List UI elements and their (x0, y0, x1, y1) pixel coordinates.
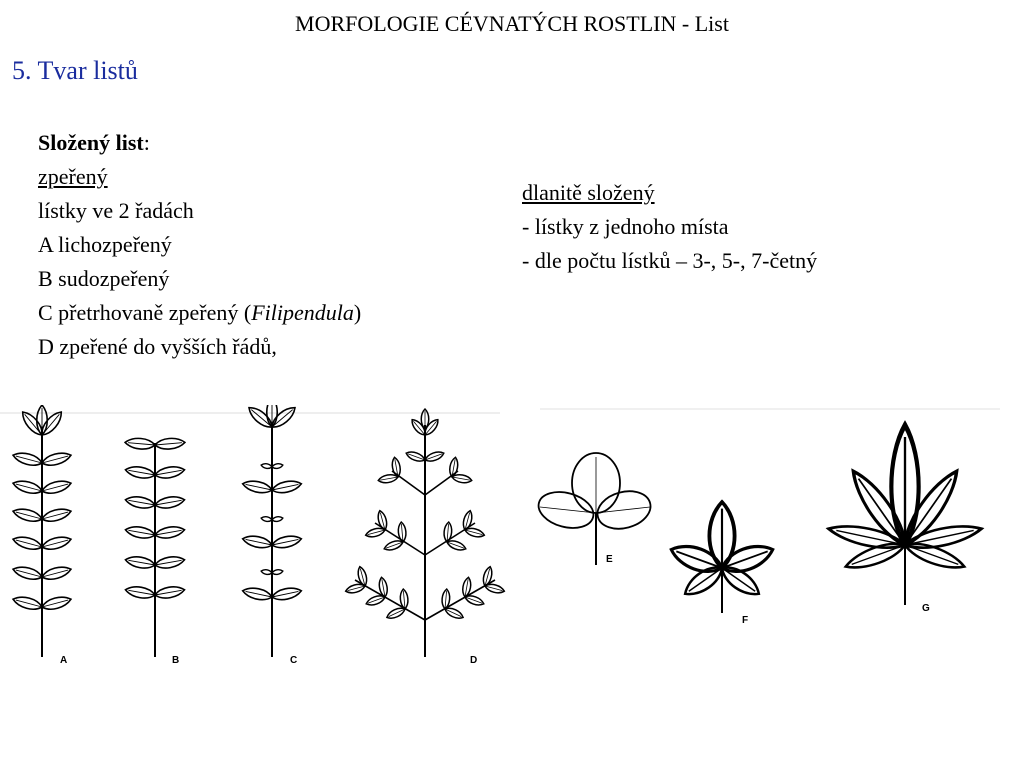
heading-colon: : (143, 130, 150, 155)
pinnate-line-1: lístky ve 2 řadách (38, 198, 194, 223)
leaf-illustrations (0, 405, 1024, 675)
palmate-description (522, 176, 817, 278)
pinnate-line-c-pre: C přetrhovaně zpeřený ( (38, 300, 252, 325)
slide-title: MORFOLOGIE CÉVNATÝCH ROSTLIN - List (295, 11, 729, 36)
label-g: G (922, 603, 930, 614)
leaf-b-paripinnate (125, 437, 186, 666)
leaf-d-multi-pinnate (345, 409, 506, 666)
section-title: 5. Tvar listů (12, 56, 138, 85)
palmate-type-label: dlanitě složený (522, 180, 655, 205)
pinnate-line-c (38, 296, 361, 330)
leaf-g-septemfoliate (827, 425, 983, 614)
pinnate-line-d: D zpeřené do vyšších řádů, (38, 334, 277, 359)
label-a: A (60, 655, 68, 666)
filipendula-genus: Filipendula (251, 300, 354, 325)
leaf-e-trifoliate (535, 453, 655, 565)
pinnate-line-a: A lichozpeřený (38, 232, 172, 257)
label-f: F (742, 615, 749, 626)
label-e: E (606, 554, 613, 565)
compound-leaf-label: Složený list (38, 130, 144, 155)
pinnate-line-b: B sudozpeřený (38, 266, 170, 291)
pinnate-description (38, 126, 361, 364)
leaf-c-interrupted-pinnate (242, 405, 303, 666)
pinnate-type-label: zpeřený (38, 164, 108, 189)
palmate-line-1: - lístky z jednoho místa (522, 214, 729, 239)
compound-leaf-heading (38, 126, 361, 160)
palmate-line-2: - dle počtu lístků – 3-, 5-, 7-četný (522, 248, 818, 273)
label-d: D (470, 655, 478, 666)
label-c: C (290, 655, 298, 666)
label-b: B (172, 655, 180, 666)
leaf-a-imparipinnate (12, 405, 73, 666)
pinnate-line-c-post: ) (353, 300, 362, 325)
leaf-f-quinquefoliate (668, 502, 777, 626)
